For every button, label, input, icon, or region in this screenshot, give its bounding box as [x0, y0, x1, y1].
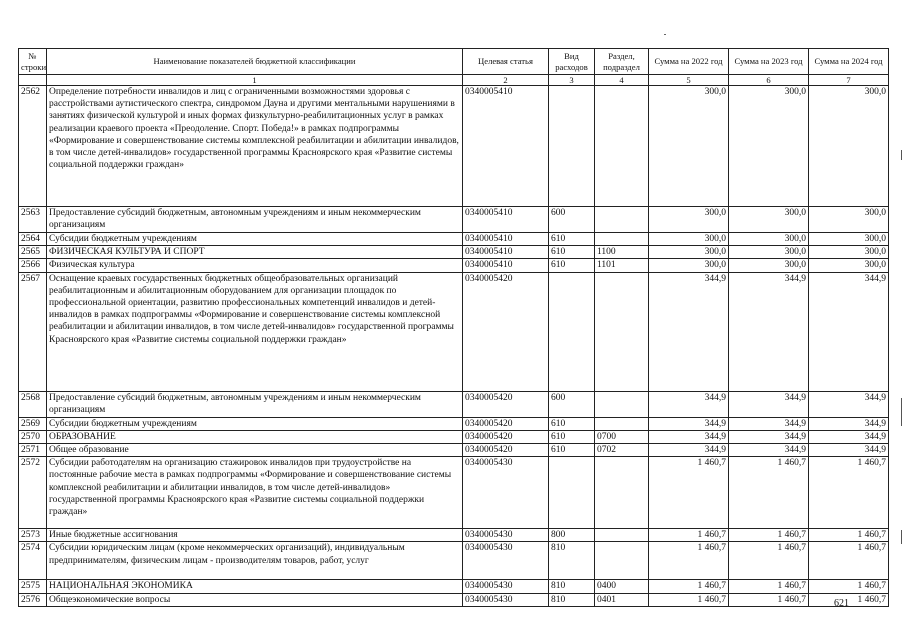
expense-type-cell: 610 [549, 430, 595, 443]
target-article-cell: 0340005420 [463, 272, 549, 391]
sum-2024-cell: 344,9 [809, 272, 889, 391]
expense-type-cell: 610 [549, 444, 595, 457]
section-cell: 0400 [595, 580, 649, 593]
expense-type-cell: 610 [549, 246, 595, 259]
sum-2023-cell: 300,0 [729, 246, 809, 259]
target-article-cell: 0340005420 [463, 444, 549, 457]
sum-2022-cell: 344,9 [649, 272, 729, 391]
table-row [19, 272, 889, 391]
scan-mark [901, 398, 902, 426]
section-cell [595, 529, 649, 542]
scan-mark [901, 150, 902, 160]
section-cell: 0700 [595, 430, 649, 443]
indicator-name-cell: Предоставление субсидий бюджетным, автономным учреждениям и иным некоммерческим организациям [47, 391, 463, 417]
indicator-name-cell: ФИЗИЧЕСКАЯ КУЛЬТУРА И СПОРТ [47, 246, 463, 259]
section-cell [595, 207, 649, 233]
table-row [19, 417, 889, 430]
header-indicator-name: Наименование показателей бюджетной классификации [47, 49, 463, 75]
sum-2022-cell: 344,9 [649, 391, 729, 417]
sum-2024-cell: 300,0 [809, 246, 889, 259]
expense-type-cell: 610 [549, 233, 595, 246]
column-number-cell: 6 [729, 75, 809, 86]
expense-type-cell [549, 457, 595, 529]
sum-2024-cell: 1 460,7 [809, 580, 889, 593]
sum-2024-cell: 1 460,7 [809, 529, 889, 542]
expense-type-cell: 810 [549, 580, 595, 593]
sum-2023-cell: 344,9 [729, 444, 809, 457]
section-cell [595, 417, 649, 430]
target-article-cell: 0340005410 [463, 207, 549, 233]
indicator-name-cell: Физическая культура [47, 259, 463, 272]
section-cell: 0702 [595, 444, 649, 457]
target-article-cell: 0340005410 [463, 233, 549, 246]
sum-2022-cell: 1 460,7 [649, 593, 729, 606]
table-row [19, 529, 889, 542]
sum-2022-cell: 1 460,7 [649, 542, 729, 580]
target-article-cell: 0340005410 [463, 86, 549, 207]
section-cell [595, 272, 649, 391]
target-article-cell: 0340005430 [463, 593, 549, 606]
sum-2024-cell: 344,9 [809, 417, 889, 430]
column-number-cell: 1 [47, 75, 463, 86]
target-article-cell: 0340005420 [463, 417, 549, 430]
sum-2022-cell: 300,0 [649, 259, 729, 272]
sum-2024-cell: 344,9 [809, 391, 889, 417]
sum-2023-cell: 300,0 [729, 259, 809, 272]
sum-2024-cell: 1 460,7 [809, 457, 889, 529]
sum-2022-cell: 300,0 [649, 86, 729, 207]
sum-2023-cell: 1 460,7 [729, 580, 809, 593]
table-row [19, 233, 889, 246]
row-number-cell: 2562 [19, 86, 47, 207]
column-number-cell: 2 [463, 75, 549, 86]
header-sum-2022: Сумма на 2022 год [649, 49, 729, 75]
row-number-cell: 2569 [19, 417, 47, 430]
indicator-name-cell: Субсидии бюджетным учреждениям [47, 233, 463, 246]
row-number-cell: 2568 [19, 391, 47, 417]
sum-2022-cell: 344,9 [649, 417, 729, 430]
sum-2024-cell: 344,9 [809, 430, 889, 443]
row-number-cell: 2565 [19, 246, 47, 259]
target-article-cell: 0340005410 [463, 259, 549, 272]
row-number-cell: 2566 [19, 259, 47, 272]
column-numbers-row [19, 75, 889, 86]
target-article-cell: 0340005410 [463, 246, 549, 259]
row-number-cell: 2564 [19, 233, 47, 246]
sum-2022-cell: 300,0 [649, 233, 729, 246]
sum-2022-cell: 300,0 [649, 246, 729, 259]
section-cell [595, 457, 649, 529]
sum-2022-cell: 1 460,7 [649, 529, 729, 542]
indicator-name-cell: Общее образование [47, 444, 463, 457]
sum-2024-cell: 344,9 [809, 444, 889, 457]
target-article-cell: 0340005430 [463, 529, 549, 542]
target-article-cell: 0340005430 [463, 542, 549, 580]
expense-type-cell: 610 [549, 417, 595, 430]
sum-2024-cell: 1 460,7 [809, 542, 889, 580]
expense-type-cell: 600 [549, 207, 595, 233]
table-row [19, 457, 889, 529]
indicator-name-cell: Оснащение краевых государственных бюджетных общеобразовательных организаций реабилитационным и абилитационным оборудованием для организации площадок по профессиональной ориентации, развитию профессиональных компетенций инвалидов и детей-инвалидов в рамках подпрограммы «Формирование и совершенствование системы комплексной реабилитации и абилитации инвалидов, в том числе детей-инвалидов» государственной программы Красноярского края «Развитие системы социальной поддержки граждан» [47, 272, 463, 391]
budget-table [18, 48, 889, 607]
expense-type-cell: 600 [549, 391, 595, 417]
expense-type-cell [549, 272, 595, 391]
indicator-name-cell: ОБРАЗОВАНИЕ [47, 430, 463, 443]
section-cell [595, 233, 649, 246]
scan-dot [664, 34, 666, 35]
sum-2023-cell: 1 460,7 [729, 457, 809, 529]
table-header [19, 49, 889, 86]
indicator-name-cell: Определение потребности инвалидов и лиц с ограниченными возможностями здоровья с расстройствами аутистического спектра, синдромом Дауна и другими ментальными нарушениями в занятиях физической культурой и иных формах физкультурно-реабилитационных услуг в рамках реализации краевого проекта «Преодоление. Спорт. Победа!» в рамках подпрограммы «Формирование и совершенствование системы комплексной реабилитации и абилитации инвалидов, в том числе детей-инвалидов» государственной программы Красноярского края «Развитие системы социальной поддержки граждан» [47, 86, 463, 207]
row-number-cell: 2573 [19, 529, 47, 542]
section-cell [595, 542, 649, 580]
table-row [19, 430, 889, 443]
expense-type-cell [549, 86, 595, 207]
indicator-name-cell: Иные бюджетные ассигнования [47, 529, 463, 542]
section-cell [595, 391, 649, 417]
row-number-cell: 2574 [19, 542, 47, 580]
sum-2024-cell: 1 460,7 [809, 593, 889, 606]
budget-document [18, 48, 886, 607]
column-number-cell [19, 75, 47, 86]
table-row [19, 207, 889, 233]
row-number-cell: 2576 [19, 593, 47, 606]
target-article-cell: 0340005430 [463, 580, 549, 593]
row-number-cell: 2572 [19, 457, 47, 529]
header-row [19, 49, 889, 75]
table-row [19, 259, 889, 272]
page-number: 621 [834, 598, 849, 609]
table-row [19, 580, 889, 593]
sum-2023-cell: 344,9 [729, 430, 809, 443]
header-section: Раздел, подраздел [595, 49, 649, 75]
sum-2024-cell: 300,0 [809, 259, 889, 272]
column-number-cell: 4 [595, 75, 649, 86]
indicator-name-cell: НАЦИОНАЛЬНАЯ ЭКОНОМИКА [47, 580, 463, 593]
sum-2023-cell: 344,9 [729, 272, 809, 391]
sum-2023-cell: 300,0 [729, 207, 809, 233]
table-row [19, 391, 889, 417]
target-article-cell: 0340005430 [463, 457, 549, 529]
header-expense-type: Вид расходов [549, 49, 595, 75]
table-row [19, 86, 889, 207]
table-row [19, 444, 889, 457]
sum-2022-cell: 344,9 [649, 430, 729, 443]
table-row [19, 246, 889, 259]
sum-2023-cell: 300,0 [729, 86, 809, 207]
column-number-cell: 5 [649, 75, 729, 86]
table-row [19, 593, 889, 606]
indicator-name-cell: Предоставление субсидий бюджетным, автономным учреждениям и иным некоммерческим организациям [47, 207, 463, 233]
indicator-name-cell: Субсидии юридическим лицам (кроме некоммерческих организаций), индивидуальным предпринимателям, физическим лицам - производителям товаров, работ, услуг [47, 542, 463, 580]
sum-2022-cell: 1 460,7 [649, 580, 729, 593]
row-number-cell: 2567 [19, 272, 47, 391]
table-body [19, 86, 889, 607]
header-sum-2024: Сумма на 2024 год [809, 49, 889, 75]
table-row [19, 542, 889, 580]
sum-2022-cell: 300,0 [649, 207, 729, 233]
sum-2023-cell: 344,9 [729, 391, 809, 417]
row-number-cell: 2571 [19, 444, 47, 457]
sum-2022-cell: 1 460,7 [649, 457, 729, 529]
sum-2022-cell: 344,9 [649, 444, 729, 457]
row-number-cell: 2575 [19, 580, 47, 593]
header-row-number: № строки [19, 49, 47, 75]
indicator-name-cell: Общеэкономические вопросы [47, 593, 463, 606]
target-article-cell: 0340005420 [463, 430, 549, 443]
row-number-cell: 2563 [19, 207, 47, 233]
expense-type-cell: 800 [549, 529, 595, 542]
scan-mark [901, 530, 902, 544]
expense-type-cell: 810 [549, 542, 595, 580]
sum-2024-cell: 300,0 [809, 207, 889, 233]
column-number-cell: 7 [809, 75, 889, 86]
sum-2024-cell: 300,0 [809, 86, 889, 207]
target-article-cell: 0340005420 [463, 391, 549, 417]
sum-2023-cell: 1 460,7 [729, 542, 809, 580]
indicator-name-cell: Субсидии работодателям на организацию стажировок инвалидов при трудоустройстве на постоянные рабочие места в рамках подпрограммы «Формирование и совершенствование системы комплексной реабилитации и абилитации инвалидов, в том числе детей-инвалидов» государственной программы Красноярского края «Развитие системы социальной поддержки граждан» [47, 457, 463, 529]
expense-type-cell: 610 [549, 259, 595, 272]
indicator-name-cell: Субсидии бюджетным учреждениям [47, 417, 463, 430]
expense-type-cell: 810 [549, 593, 595, 606]
row-number-cell: 2570 [19, 430, 47, 443]
header-sum-2023: Сумма на 2023 год [729, 49, 809, 75]
sum-2023-cell: 1 460,7 [729, 593, 809, 606]
section-cell: 0401 [595, 593, 649, 606]
sum-2023-cell: 344,9 [729, 417, 809, 430]
sum-2023-cell: 1 460,7 [729, 529, 809, 542]
header-target-article: Целевая статья [463, 49, 549, 75]
section-cell: 1100 [595, 246, 649, 259]
sum-2024-cell: 300,0 [809, 233, 889, 246]
section-cell: 1101 [595, 259, 649, 272]
section-cell [595, 86, 649, 207]
column-number-cell: 3 [549, 75, 595, 86]
sum-2023-cell: 300,0 [729, 233, 809, 246]
